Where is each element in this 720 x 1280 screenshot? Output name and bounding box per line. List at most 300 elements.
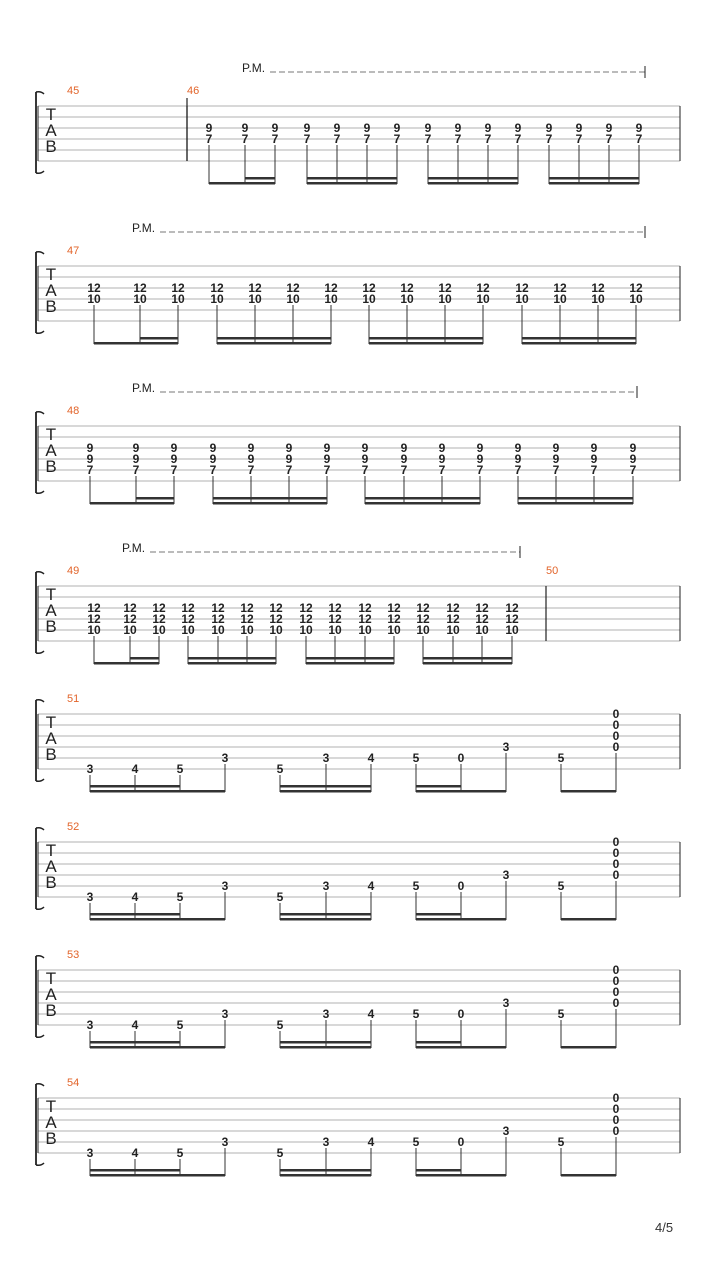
fret-number: 10: [123, 623, 137, 637]
beam-secondary: [289, 497, 327, 500]
tab-system: [36, 1077, 680, 1177]
fret-number: 10: [358, 623, 372, 637]
fret-number: 9: [438, 441, 446, 455]
fret-number: 9: [629, 441, 637, 455]
fret-number: 9: [629, 452, 637, 466]
fret-number: 9: [438, 452, 446, 466]
tab-system: [36, 541, 680, 665]
fret-number: 7: [590, 463, 598, 477]
beam: [90, 1046, 225, 1049]
fret-number: 7: [514, 132, 522, 146]
system-brace-top: [36, 252, 44, 254]
beam-secondary: [90, 1041, 135, 1044]
fret-number: 9: [323, 441, 331, 455]
beam-secondary: [218, 657, 247, 660]
bar-number: 49: [67, 565, 80, 577]
beam-secondary: [247, 657, 276, 660]
palm-mute-label: P.M.: [242, 61, 266, 75]
fret-number: 12: [299, 601, 313, 615]
tab-clef-t: T: [45, 1097, 57, 1116]
fret-number: 9: [393, 121, 401, 135]
fret-number: 9: [205, 121, 213, 135]
fret-number: 9: [247, 452, 255, 466]
fret-number: 5: [176, 890, 184, 904]
beam-secondary: [135, 785, 180, 788]
fret-number: 5: [412, 1007, 420, 1021]
tab-clef-a: A: [45, 729, 57, 748]
fret-number: 3: [86, 890, 94, 904]
beam: [94, 662, 159, 665]
tab-clef-b: B: [45, 1129, 57, 1148]
system-brace-bottom: [36, 779, 44, 781]
tab-clef-b: B: [45, 457, 57, 476]
fret-number: 12: [133, 281, 147, 295]
tab-clef-t: T: [45, 713, 57, 732]
fret-number: 10: [248, 292, 262, 306]
palm-mute-label: P.M.: [132, 221, 156, 235]
fret-number: 7: [209, 463, 217, 477]
beam-secondary: [326, 1041, 371, 1044]
fret-number: 0: [612, 740, 620, 754]
beam: [90, 918, 225, 921]
fret-number: 7: [545, 132, 553, 146]
beam: [365, 502, 480, 505]
fret-number: 10: [269, 623, 283, 637]
fret-number: 7: [363, 132, 371, 146]
beam: [90, 502, 174, 505]
beam-secondary: [335, 657, 365, 660]
fret-number: 4: [367, 1007, 375, 1021]
fret-number: 4: [131, 1146, 139, 1160]
fret-number: 5: [557, 879, 565, 893]
beam: [217, 342, 331, 345]
beam-secondary: [488, 177, 518, 180]
fret-number: 9: [132, 441, 140, 455]
beam-secondary: [135, 1041, 180, 1044]
fret-number: 12: [123, 601, 137, 615]
fret-number: 12: [591, 281, 605, 295]
fret-number: 9: [400, 452, 408, 466]
beam-secondary: [560, 337, 598, 340]
fret-number: 9: [170, 452, 178, 466]
tab-clef-t: T: [45, 585, 57, 604]
fret-number: 0: [612, 835, 620, 849]
fret-number: 12: [269, 612, 283, 626]
fret-number: 12: [358, 601, 372, 615]
fret-number: 9: [400, 441, 408, 455]
tab-system: [36, 61, 680, 185]
beam: [428, 182, 518, 185]
beam-secondary: [367, 177, 397, 180]
bar-number: 45: [67, 85, 80, 97]
beam-secondary: [280, 913, 326, 916]
fret-number: 3: [221, 751, 229, 765]
beam-secondary: [423, 657, 453, 660]
beam: [306, 662, 394, 665]
tab-clef-b: B: [45, 617, 57, 636]
fret-number: 3: [502, 868, 510, 882]
beam-secondary: [445, 337, 483, 340]
fret-number: 3: [502, 740, 510, 754]
fret-number: 9: [132, 452, 140, 466]
fret-number: 4: [131, 762, 139, 776]
fret-number: 12: [210, 281, 224, 295]
fret-number: 0: [612, 1113, 620, 1127]
fret-number: 4: [131, 890, 139, 904]
tab-clef-b: B: [45, 1001, 57, 1020]
fret-number: 0: [612, 1091, 620, 1105]
fret-number: 7: [132, 463, 140, 477]
fret-number: 10: [152, 623, 166, 637]
system-brace-top: [36, 956, 44, 958]
fret-number: 9: [363, 121, 371, 135]
fret-number: 9: [323, 452, 331, 466]
system-brace-top: [36, 572, 44, 574]
fret-number: 10: [211, 623, 225, 637]
fret-number: 9: [552, 452, 560, 466]
beam-secondary: [369, 337, 407, 340]
fret-number: 0: [612, 963, 620, 977]
beam-secondary: [135, 1169, 180, 1172]
fret-number: 3: [322, 1007, 330, 1021]
fret-number: 10: [476, 292, 490, 306]
beam-secondary: [213, 497, 251, 500]
fret-number: 7: [514, 463, 522, 477]
fret-number: 7: [393, 132, 401, 146]
fret-number: 12: [211, 612, 225, 626]
fret-number: 10: [400, 292, 414, 306]
tab-system: [36, 693, 680, 793]
bar-number: 52: [67, 821, 80, 833]
tab-clef-a: A: [45, 1113, 57, 1132]
fret-number: 5: [276, 1146, 284, 1160]
bar-number: 48: [67, 405, 80, 417]
fret-number: 12: [181, 612, 195, 626]
beam-secondary: [90, 913, 135, 916]
fret-number: 9: [247, 441, 255, 455]
beam-secondary: [609, 177, 639, 180]
tab-clef-a: A: [45, 281, 57, 300]
fret-number: 12: [240, 601, 254, 615]
tab-clef-b: B: [45, 873, 57, 892]
fret-number: 9: [271, 121, 279, 135]
tab-system: [36, 821, 680, 921]
fret-number: 10: [475, 623, 489, 637]
beam: [94, 342, 178, 345]
fret-number: 10: [286, 292, 300, 306]
bar-number: 53: [67, 949, 80, 961]
fret-number: 7: [454, 132, 462, 146]
beam-secondary: [522, 337, 560, 340]
fret-number: 7: [170, 463, 178, 477]
fret-number: 9: [514, 121, 522, 135]
fret-number: 5: [176, 1146, 184, 1160]
beam-secondary: [453, 657, 482, 660]
beam: [90, 1174, 225, 1177]
beam: [280, 918, 371, 921]
beam-secondary: [416, 913, 461, 916]
fret-number: 10: [505, 623, 519, 637]
fret-number: 5: [176, 762, 184, 776]
beam-secondary: [307, 177, 337, 180]
tab-clef-t: T: [45, 265, 57, 284]
beam: [369, 342, 483, 345]
system-brace-top: [36, 412, 44, 414]
beam-secondary: [280, 1169, 326, 1172]
beam-secondary: [365, 497, 404, 500]
fret-number: 0: [457, 751, 465, 765]
fret-number: 10: [210, 292, 224, 306]
tab-clef-a: A: [45, 121, 57, 140]
fret-number: 7: [605, 132, 613, 146]
fret-number: 9: [285, 452, 293, 466]
tab-clef-a: A: [45, 857, 57, 876]
beam-secondary: [598, 337, 636, 340]
fret-number: 0: [612, 718, 620, 732]
beam: [561, 918, 616, 921]
beam-secondary: [136, 497, 174, 500]
fret-number: 12: [553, 281, 567, 295]
fret-number: 7: [575, 132, 583, 146]
beam-secondary: [404, 497, 442, 500]
fret-number: 12: [87, 281, 101, 295]
fret-number: 10: [240, 623, 254, 637]
fret-number: 0: [612, 868, 620, 882]
bar-number: 51: [67, 693, 80, 705]
beam-secondary: [482, 657, 512, 660]
system-brace-bottom: [36, 491, 44, 493]
fret-number: 7: [635, 132, 643, 146]
fret-number: 12: [123, 612, 137, 626]
system-brace-bottom: [36, 1035, 44, 1037]
beam: [561, 1046, 616, 1049]
fret-number: 10: [515, 292, 529, 306]
beam-secondary: [280, 1041, 326, 1044]
fret-number: 3: [221, 1007, 229, 1021]
tab-clef-b: B: [45, 137, 57, 156]
system-brace-bottom: [36, 171, 44, 173]
fret-number: 7: [400, 463, 408, 477]
fret-number: 4: [367, 751, 375, 765]
beam: [561, 1174, 616, 1177]
bar-number: 46: [187, 85, 200, 97]
beam-secondary: [326, 1169, 371, 1172]
beam-secondary: [326, 785, 371, 788]
fret-number: 0: [612, 974, 620, 988]
fret-number: 7: [205, 132, 213, 146]
beam-secondary: [594, 497, 633, 500]
fret-number: 5: [557, 1007, 565, 1021]
fret-number: 12: [248, 281, 262, 295]
fret-number: 7: [629, 463, 637, 477]
fret-number: 7: [333, 132, 341, 146]
fret-number: 12: [505, 612, 519, 626]
system-brace-bottom: [36, 907, 44, 909]
fret-number: 12: [476, 281, 490, 295]
beam: [416, 790, 506, 793]
tab-clef-a: A: [45, 985, 57, 1004]
beam-secondary: [90, 785, 135, 788]
fret-number: 12: [211, 601, 225, 615]
beam-secondary: [130, 657, 159, 660]
fret-number: 9: [170, 441, 178, 455]
fret-number: 7: [303, 132, 311, 146]
tab-clef-t: T: [45, 425, 57, 444]
fret-number: 5: [176, 1018, 184, 1032]
tab-clef-t: T: [45, 105, 57, 124]
fret-number: 12: [416, 601, 430, 615]
tab-clef-a: A: [45, 441, 57, 460]
fret-number: 0: [612, 857, 620, 871]
fret-number: 9: [361, 452, 369, 466]
fret-number: 12: [446, 601, 460, 615]
fret-number: 5: [557, 751, 565, 765]
tab-system: [36, 221, 680, 345]
fret-number: 12: [515, 281, 529, 295]
fret-number: 10: [181, 623, 195, 637]
fret-number: 9: [590, 452, 598, 466]
fret-number: 5: [276, 1018, 284, 1032]
fret-number: 12: [171, 281, 185, 295]
system-brace-bottom: [36, 1163, 44, 1165]
beam: [416, 1174, 506, 1177]
fret-number: 7: [476, 463, 484, 477]
fret-number: 7: [361, 463, 369, 477]
fret-number: 12: [328, 612, 342, 626]
fret-number: 3: [86, 762, 94, 776]
fret-number: 12: [269, 601, 283, 615]
fret-number: 12: [387, 601, 401, 615]
beam-secondary: [326, 913, 371, 916]
fret-number: 10: [87, 623, 101, 637]
tab-system: [36, 381, 680, 505]
beam-secondary: [90, 1169, 135, 1172]
tab-clef-t: T: [45, 969, 57, 988]
fret-number: 9: [590, 441, 598, 455]
fret-number: 10: [171, 292, 185, 306]
fret-number: 9: [285, 441, 293, 455]
fret-number: 12: [286, 281, 300, 295]
fret-number: 9: [86, 452, 94, 466]
fret-number: 9: [361, 441, 369, 455]
fret-number: 12: [387, 612, 401, 626]
fret-number: 7: [86, 463, 94, 477]
beam-secondary: [458, 177, 488, 180]
fret-number: 7: [323, 463, 331, 477]
fret-number: 12: [416, 612, 430, 626]
fret-number: 10: [324, 292, 338, 306]
fret-number: 3: [322, 879, 330, 893]
beam-secondary: [416, 1169, 461, 1172]
fret-number: 9: [635, 121, 643, 135]
beam: [518, 502, 633, 505]
fret-number: 12: [87, 601, 101, 615]
fret-number: 0: [612, 1102, 620, 1116]
beam: [561, 790, 616, 793]
fret-number: 3: [322, 751, 330, 765]
system-brace-top: [36, 92, 44, 94]
bar-number: 54: [67, 1077, 80, 1089]
fret-number: 0: [612, 985, 620, 999]
beam-secondary: [245, 177, 275, 180]
fret-number: 12: [299, 612, 313, 626]
beam: [280, 1046, 371, 1049]
beam: [213, 502, 327, 505]
fret-number: 9: [514, 441, 522, 455]
fret-number: 0: [612, 729, 620, 743]
beam: [416, 918, 506, 921]
beam: [280, 1174, 371, 1177]
bar-number: 50: [546, 565, 559, 577]
beam-secondary: [188, 657, 218, 660]
fret-number: 12: [475, 601, 489, 615]
fret-number: 0: [612, 707, 620, 721]
fret-number: 3: [221, 1135, 229, 1149]
beam-secondary: [579, 177, 609, 180]
fret-number: 3: [322, 1135, 330, 1149]
fret-number: 7: [438, 463, 446, 477]
beam-secondary: [135, 913, 180, 916]
fret-number: 0: [457, 1007, 465, 1021]
beam: [280, 790, 371, 793]
fret-number: 7: [484, 132, 492, 146]
fret-number: 12: [87, 612, 101, 626]
fret-number: 9: [241, 121, 249, 135]
bar-number: 47: [67, 245, 80, 257]
beam-secondary: [280, 785, 326, 788]
fret-number: 12: [152, 612, 166, 626]
system-brace-bottom: [36, 331, 44, 333]
palm-mute-label: P.M.: [122, 541, 146, 555]
beam-secondary: [428, 177, 458, 180]
fret-number: 0: [612, 1124, 620, 1138]
fret-number: 3: [502, 1124, 510, 1138]
fret-number: 7: [241, 132, 249, 146]
fret-number: 10: [87, 292, 101, 306]
fret-number: 4: [367, 1135, 375, 1149]
tab-clef-t: T: [45, 841, 57, 860]
fret-number: 9: [303, 121, 311, 135]
fret-number: 7: [285, 463, 293, 477]
fret-number: 10: [387, 623, 401, 637]
beam-secondary: [140, 337, 178, 340]
beam-secondary: [518, 497, 556, 500]
beam-secondary: [337, 177, 367, 180]
palm-mute-label: P.M.: [132, 381, 156, 395]
beam-secondary: [416, 1041, 461, 1044]
fret-number: 12: [324, 281, 338, 295]
fret-number: 10: [446, 623, 460, 637]
fret-number: 0: [612, 996, 620, 1010]
fret-number: 3: [221, 879, 229, 893]
fret-number: 10: [299, 623, 313, 637]
fret-number: 10: [629, 292, 643, 306]
beam: [90, 790, 225, 793]
fret-number: 12: [362, 281, 376, 295]
fret-number: 0: [612, 846, 620, 860]
fret-number: 12: [328, 601, 342, 615]
fret-number: 0: [457, 879, 465, 893]
system-brace-top: [36, 1084, 44, 1086]
fret-number: 12: [240, 612, 254, 626]
fret-number: 9: [552, 441, 560, 455]
tab-clef-a: A: [45, 601, 57, 620]
fret-number: 3: [502, 996, 510, 1010]
fret-number: 9: [454, 121, 462, 135]
fret-number: 10: [133, 292, 147, 306]
page-number: 4/5: [655, 1220, 674, 1235]
fret-number: 0: [457, 1135, 465, 1149]
